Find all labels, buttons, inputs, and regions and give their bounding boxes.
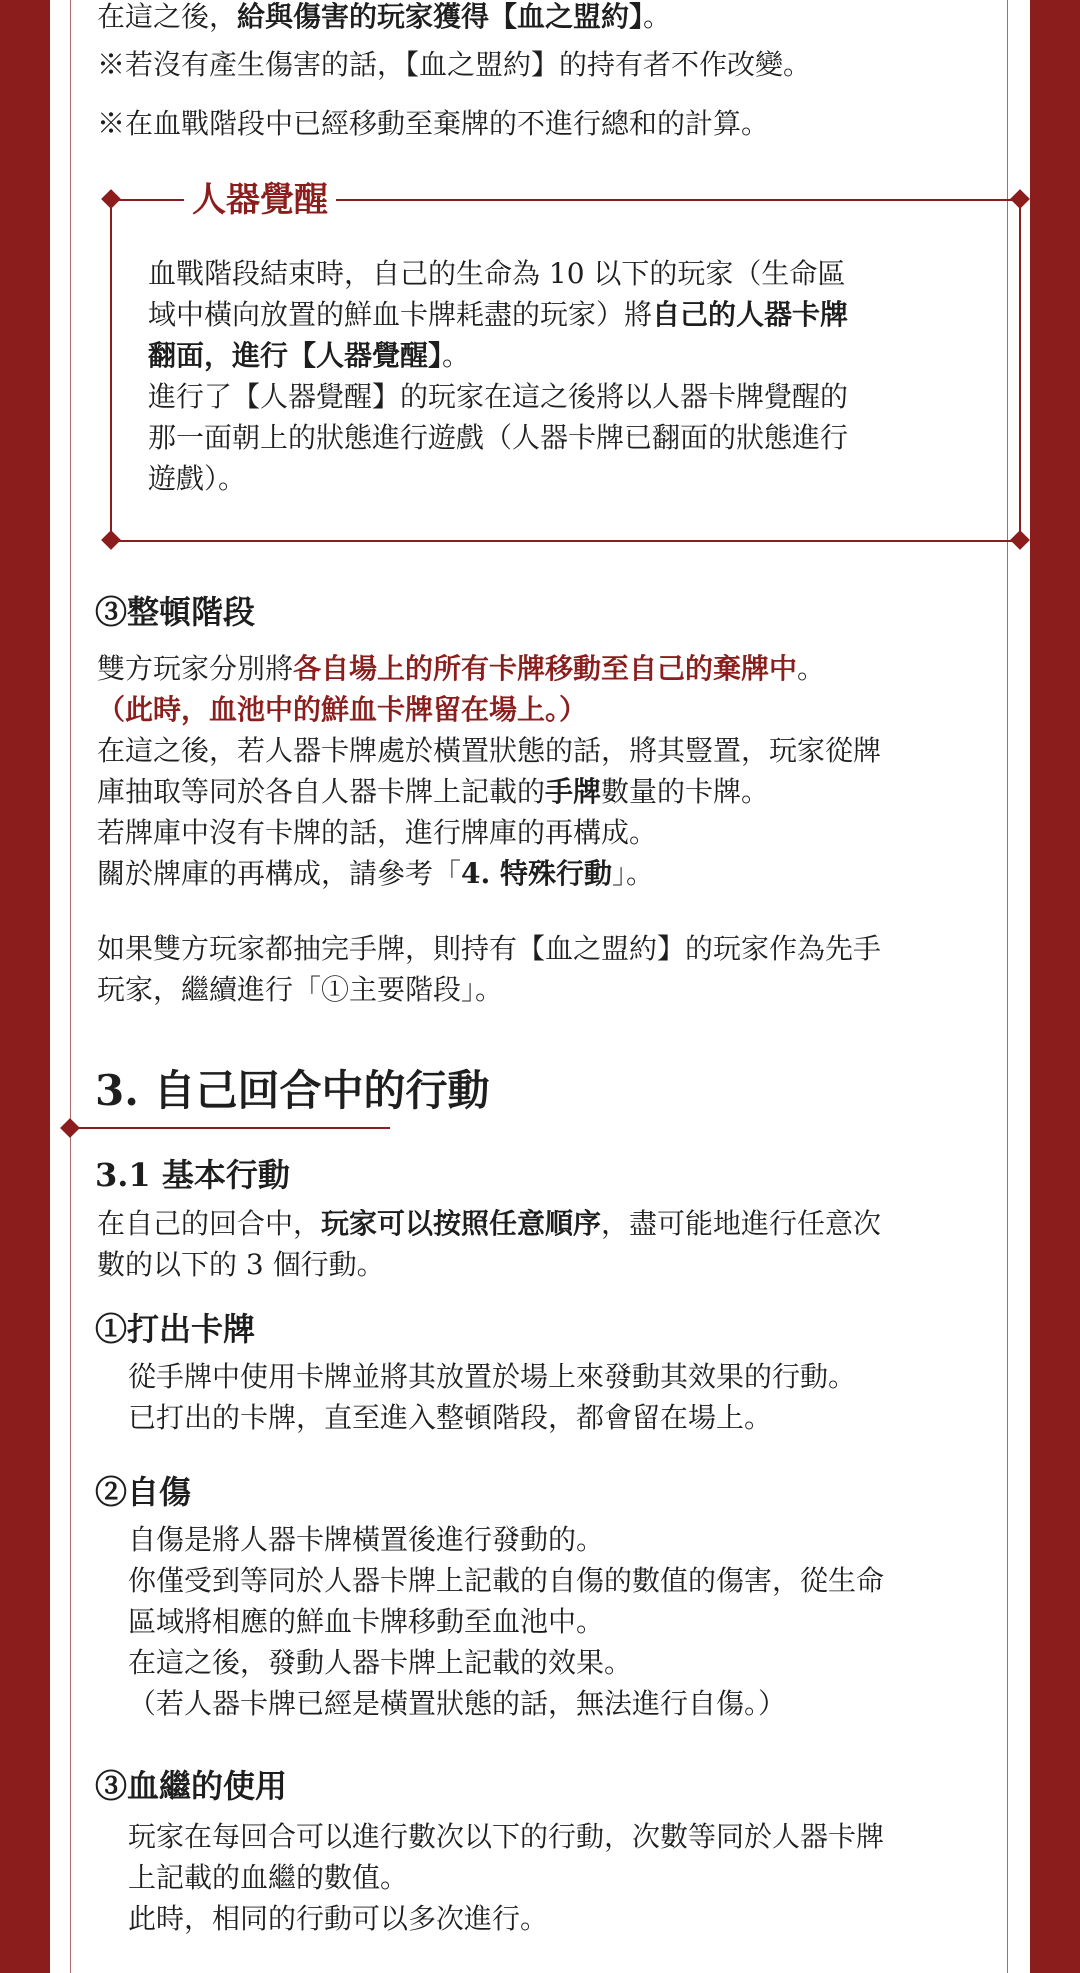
cleanup-line-5: 若牌庫中沒有卡牌的話，進行牌庫的再構成。	[97, 816, 658, 849]
intro-line-1: 在這之後，給與傷害的玩家獲得【血之盟約】。	[97, 0, 672, 33]
awakening-line-2: 域中橫向放置的鮮血卡牌耗盡的玩家）將自己的人器卡牌	[148, 298, 849, 331]
intro-line-2: ※若沒有產生傷害的話，【血之盟約】的持有者不作改變。	[97, 48, 812, 81]
awakening-line-5: 那一面朝上的狀態進行遊戲（人器卡牌已翻面的狀態進行	[148, 421, 849, 454]
basic-actions-line-2: 數的以下的 3 個行動。	[97, 1248, 385, 1281]
awakening-line-4: 進行了【人器覺醒】的玩家在這之後將以人器卡牌覺醒的	[148, 380, 849, 413]
self-harm-line-2: 你僅受到等同於人器卡牌上記載的自傷的數值的傷害，從生命	[128, 1564, 885, 1597]
box-bottom-border	[110, 540, 1020, 542]
blood-inherit-line-2: 上記載的血繼的數值。	[128, 1861, 409, 1894]
self-harm-line-1: 自傷是將人器卡牌橫置後進行發動的。	[128, 1523, 605, 1556]
blood-inherit-line-1: 玩家在每回合可以進行數次以下的行動，次數等同於人器卡牌	[128, 1820, 885, 1853]
cleanup-line-8: 玩家，繼續進行「①主要階段」。	[97, 973, 504, 1006]
self-harm-heading: ②自傷	[95, 1473, 192, 1511]
basic-actions-line-1: 在自己的回合中，玩家可以按照任意順序，盡可能地進行任意次	[97, 1207, 882, 1240]
diamond-ornament	[101, 530, 121, 550]
play-card-line-1: 從手牌中使用卡牌並將其放置於場上來發動其效果的行動。	[128, 1360, 857, 1393]
box-right-border	[1019, 199, 1021, 541]
awakening-title: 人器覺醒	[184, 178, 336, 222]
diamond-ornament	[101, 189, 121, 209]
self-harm-line-3: 區域將相應的鮮血卡牌移動至血池中。	[128, 1605, 605, 1638]
box-left-border	[110, 199, 112, 541]
intro-line-3: ※在血戰階段中已經移動至棄牌的不進行總和的計算。	[97, 107, 770, 140]
cleanup-phase-heading: ③整頓階段	[95, 593, 256, 631]
diamond-ornament	[1010, 530, 1030, 550]
cleanup-line-1: 雙方玩家分別將各自場上的所有卡牌移動至自己的棄牌中。	[97, 652, 826, 685]
section-underline	[70, 1127, 390, 1129]
self-harm-line-4: 在這之後，發動人器卡牌上記載的效果。	[128, 1646, 633, 1679]
diamond-ornament	[1010, 189, 1030, 209]
awakening-line-6: 遊戲）。	[148, 462, 247, 495]
cleanup-line-6: 關於牌庫的再構成，請參考「4. 特殊行動」。	[97, 857, 655, 890]
basic-actions-heading: 3.1 基本行動	[95, 1156, 290, 1194]
play-card-line-2: 已打出的卡牌，直至進入整頓階段，都會留在場上。	[128, 1401, 773, 1434]
cleanup-line-2: （此時，血池中的鮮血卡牌留在場上。）	[97, 693, 588, 726]
cleanup-line-3: 在這之後，若人器卡牌處於橫置狀態的話，將其豎置，玩家從牌	[97, 734, 882, 767]
self-harm-line-5: （若人器卡牌已經是橫置狀態的話，無法進行自傷。）	[128, 1687, 787, 1720]
play-card-heading: ①打出卡牌	[95, 1310, 256, 1348]
section-3-heading: 3. 自己回合中的行動	[95, 1066, 490, 1115]
rulebook-page	[50, 0, 1030, 1973]
awakening-line-1: 血戰階段結束時，自己的生命為 10 以下的玩家（生命區	[148, 257, 846, 290]
awakening-line-3: 翻面，進行【人器覺醒】。	[148, 339, 471, 372]
blood-inherit-heading: ③血繼的使用	[95, 1767, 288, 1805]
cleanup-line-4: 庫抽取等同於各自人器卡牌上記載的手牌數量的卡牌。	[97, 775, 770, 808]
blood-inherit-line-3: 此時，相同的行動可以多次進行。	[128, 1902, 549, 1935]
cleanup-line-7: 如果雙方玩家都抽完手牌，則持有【血之盟約】的玩家作為先手	[97, 932, 882, 965]
